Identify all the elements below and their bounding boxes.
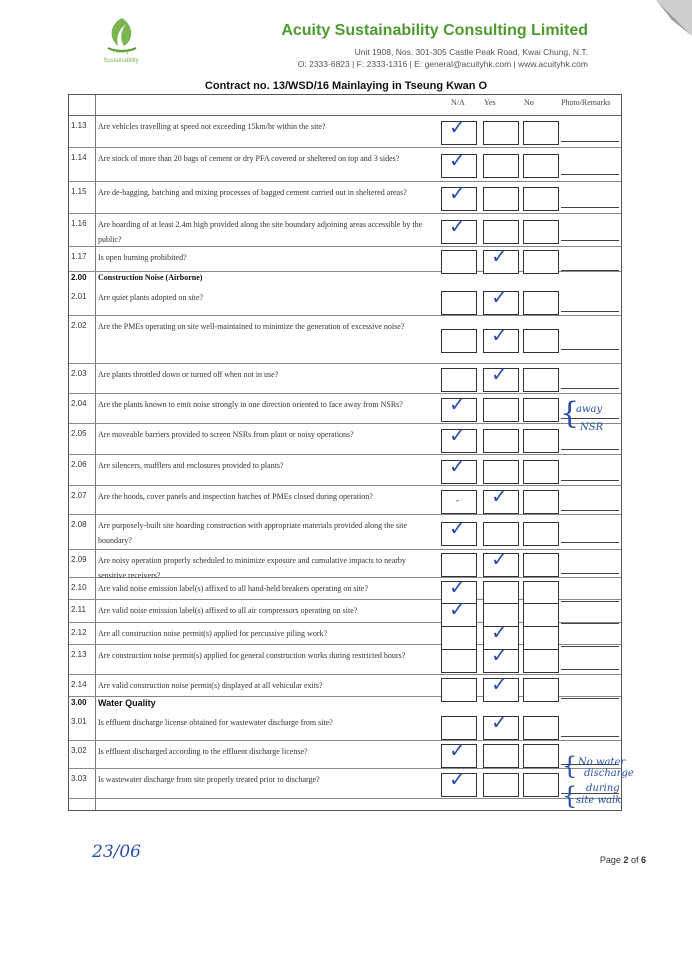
remarks-line (561, 736, 619, 737)
page-total: 6 (640, 855, 646, 865)
check-mark-icon: ✓ (449, 214, 466, 238)
table-row (69, 768, 621, 799)
table-row (69, 423, 621, 455)
table-row (69, 674, 621, 697)
table-row (69, 115, 621, 148)
item-number: 1.17 (71, 252, 87, 261)
page-number: 2 (623, 855, 629, 865)
item-number: 2.14 (71, 680, 87, 689)
no-checkbox[interactable] (523, 220, 559, 244)
page-curl-icon (642, 0, 692, 50)
na-dash-mark: - (456, 495, 459, 505)
table-row (69, 213, 621, 247)
remarks-line (561, 573, 619, 574)
table-row (69, 181, 621, 214)
question-text: Are noisy operation properly scheduled to minimize exposure and cumulative impacts to nearby sensitive receivers? (98, 556, 406, 580)
question-text: Is open burning prohibited? (98, 253, 187, 262)
remark-brace-3: { (562, 782, 578, 810)
remarks-line (561, 669, 619, 670)
question-text: Are valid noise emission label(s) affixed to all air compressors operating on site? (98, 606, 358, 615)
no-checkbox[interactable] (523, 716, 559, 740)
remarks-line (561, 388, 619, 389)
remarks-line (561, 542, 619, 543)
question-text: Are silencers, mufflers and enclosures provided to plants? (98, 461, 284, 470)
item-number: 2.07 (71, 491, 87, 500)
check-mark-icon: ✓ (491, 620, 508, 644)
question-text: Are vehicles travelling at speed not exceeding 15km/hr within the site? (98, 122, 326, 131)
na-checkbox[interactable] (441, 716, 477, 740)
table-row (69, 740, 621, 769)
na-checkbox[interactable] (441, 490, 477, 514)
no-checkbox[interactable] (523, 744, 559, 768)
table-row (69, 147, 621, 182)
question-text: Are purposely-built site hoarding construction with appropriate materials provided along the site boundary? (98, 521, 408, 545)
page-indicator (600, 855, 646, 865)
na-checkbox[interactable] (441, 553, 477, 577)
check-mark-icon: ✓ (491, 710, 508, 734)
question-text: Are stock of more than 20 bags of cement or dry PFA covered or sheltered on top and 3 sides? (98, 154, 400, 163)
question-text: Are valid noise emission label(s) affixed to all hand-held breakers operating on site? (98, 584, 368, 593)
no-checkbox[interactable] (523, 398, 559, 422)
yes-checkbox[interactable] (483, 398, 519, 422)
company-name: Acuity Sustainability Consulting Limited (281, 22, 588, 39)
section-title: Construction Noise (Airborne) (98, 273, 203, 282)
no-checkbox[interactable] (523, 773, 559, 797)
table-row (69, 246, 621, 272)
item-number: 2.06 (71, 460, 87, 469)
table-row (69, 485, 621, 515)
item-number: 2.03 (71, 369, 87, 378)
item-number: 1.15 (71, 187, 87, 196)
item-number: 2.04 (71, 399, 87, 408)
na-checkbox[interactable] (441, 329, 477, 353)
page-of-label: of (630, 855, 639, 865)
question-text: Are the hoods, cover panels and inspection hatches of PMEs closed during operation? (98, 492, 373, 501)
yes-checkbox[interactable] (483, 429, 519, 453)
check-mark-icon: ✓ (491, 484, 508, 508)
check-mark-icon: ✓ (491, 323, 508, 347)
item-number: 2.09 (71, 555, 87, 564)
no-checkbox[interactable] (523, 121, 559, 145)
table-row (69, 315, 621, 364)
col-header-yes: Yes (484, 98, 496, 107)
question-text: Are hoarding of at least 2.4m high provided along the site boundary adjoining areas accessible by the public? (98, 220, 423, 244)
logo-text-acuity: Acuity (112, 49, 130, 55)
remark-during: during (586, 783, 620, 794)
yes-checkbox[interactable] (483, 773, 519, 797)
table-row (69, 644, 621, 675)
question-text: Is effluent discharged according to the effluent discharge license? (98, 747, 308, 756)
remarks-line (561, 510, 619, 511)
checklist-table (68, 94, 622, 811)
table-row (69, 622, 621, 645)
page-label: Page (599, 855, 621, 865)
check-mark-icon: ✓ (449, 454, 466, 478)
item-number: 2.01 (71, 292, 87, 301)
yes-checkbox[interactable] (483, 460, 519, 484)
table-row (69, 454, 621, 486)
check-mark-icon: ✓ (449, 575, 466, 599)
logo-caption (98, 48, 144, 66)
remark-no-water: No water (578, 757, 626, 768)
table-row (69, 599, 621, 623)
remark-nsr: NSR (580, 422, 604, 433)
remarks-line (561, 174, 619, 175)
table-header-row (69, 95, 621, 116)
item-number: 2.12 (71, 628, 87, 637)
check-mark-icon: ✓ (449, 423, 466, 447)
question-text: Is effluent discharge license obtained for wastewater discharge from site? (98, 718, 333, 727)
item-number: 2.13 (71, 650, 87, 659)
company-address: Unit 1908, Nos. 301-305 Castle Peak Road, Kwai Chung, N.T. (354, 47, 588, 57)
item-number: 2.02 (71, 321, 87, 330)
no-checkbox[interactable] (523, 368, 559, 392)
no-checkbox[interactable] (523, 553, 559, 577)
no-checkbox[interactable] (523, 154, 559, 178)
table-row (69, 286, 621, 316)
no-checkbox[interactable] (523, 429, 559, 453)
item-number: 2.08 (71, 520, 87, 529)
check-mark-icon: ✓ (491, 547, 508, 571)
item-number: 2.00 (71, 273, 87, 282)
na-checkbox[interactable] (441, 368, 477, 392)
question-text: Are quiet plants adopted on site? (98, 293, 204, 302)
table-row (69, 577, 621, 600)
yes-checkbox[interactable] (483, 187, 519, 211)
check-mark-icon: ✓ (449, 181, 466, 205)
na-checkbox[interactable] (441, 649, 477, 673)
item-number: 3.01 (71, 717, 87, 726)
question-text: Are plants throttled down or turned off when not in use? (98, 370, 279, 379)
table-row (69, 514, 621, 550)
company-contact: O: 2333-6823 | F: 2333-1316 | E: general@acuityhk.com | www.acuityhk.com (297, 59, 588, 69)
item-number: 2.05 (71, 429, 87, 438)
question-text: Are valid construction noise permit(s) displayed at all vehicular exits? (98, 681, 323, 690)
remarks-line (561, 349, 619, 350)
check-mark-icon: ✓ (491, 244, 508, 268)
no-checkbox[interactable] (523, 522, 559, 546)
check-mark-icon: ✓ (449, 115, 466, 139)
no-checkbox[interactable] (523, 490, 559, 514)
remarks-line (561, 240, 619, 241)
question-text: Are all construction noise permit(s) applied for percussive piling work? (98, 629, 328, 638)
item-number: 3.02 (71, 746, 87, 755)
remarks-line (561, 141, 619, 142)
remark-brace-1: { (560, 396, 580, 431)
question-text: Are the PMEs operating on site well-maintained to minimize the generation of excessive noise? (98, 322, 405, 331)
question-text: Are the plants known to emit noise strongly in one direction oriented to face away from NSRs? (98, 400, 403, 409)
handwritten-date: 23/06 (92, 842, 141, 862)
remarks-line (561, 480, 619, 481)
check-mark-icon: ✓ (491, 643, 508, 667)
section-title: Water Quality (98, 698, 156, 708)
check-mark-icon: ✓ (449, 597, 466, 621)
col-header-na: N/A (451, 98, 465, 107)
check-mark-icon: ✓ (449, 148, 466, 172)
table-row (69, 393, 621, 424)
item-number: 2.11 (71, 605, 86, 614)
section-header-row (69, 271, 621, 286)
check-mark-icon: ✓ (449, 738, 466, 762)
check-mark-icon: ✓ (449, 392, 466, 416)
question-text: Are de-bagging, batching and mixing processes of bagged cement carried out in sheltered areas? (98, 188, 407, 197)
item-number: 3.00 (71, 698, 87, 707)
na-checkbox[interactable] (441, 291, 477, 315)
item-number: 1.14 (71, 153, 87, 162)
item-number: 2.10 (71, 583, 87, 592)
remark-brace-2: { (562, 752, 578, 780)
item-number: 3.03 (71, 774, 87, 783)
check-mark-icon: ✓ (449, 516, 466, 540)
remarks-line (561, 207, 619, 208)
no-checkbox[interactable] (523, 649, 559, 673)
remarks-line (561, 449, 619, 450)
question-text: Is wastewater discharge from site properly treated prior to discharge? (98, 775, 320, 784)
col-header-remarks: Photo/Remarks (561, 98, 611, 107)
remark-discharge: discharge (584, 768, 634, 779)
check-mark-icon: ✓ (491, 362, 508, 386)
yes-checkbox[interactable] (483, 121, 519, 145)
yes-checkbox[interactable] (483, 744, 519, 768)
item-number: 1.13 (71, 121, 87, 130)
company-address-block (298, 46, 588, 70)
table-row (69, 549, 621, 578)
yes-checkbox[interactable] (483, 154, 519, 178)
no-checkbox[interactable] (523, 329, 559, 353)
remark-site-walk: site walk (576, 795, 622, 806)
remark-away: away (576, 404, 603, 415)
no-checkbox[interactable] (523, 187, 559, 211)
remarks-line (561, 311, 619, 312)
no-checkbox[interactable] (523, 291, 559, 315)
check-mark-icon: ✓ (449, 767, 466, 791)
yes-checkbox[interactable] (483, 220, 519, 244)
section-header-row (69, 696, 621, 711)
question-text: Are moveable barriers provided to screen NSRs from plant or noisy operations? (98, 430, 354, 439)
check-mark-icon: ✓ (491, 672, 508, 696)
question-text: Are construction noise permit(s) applied for general construction works during restricted hours? (98, 651, 406, 660)
table-row (69, 363, 621, 394)
logo-text-sustainability: Sustainability (103, 58, 139, 64)
col-header-no: No (524, 98, 534, 107)
item-number: 1.16 (71, 219, 87, 228)
table-row (69, 711, 621, 741)
yes-checkbox[interactable] (483, 522, 519, 546)
no-checkbox[interactable] (523, 460, 559, 484)
check-mark-icon: ✓ (491, 285, 508, 309)
contract-title: Contract no. 13/WSD/16 Mainlaying in Tseung Kwan O (204, 80, 488, 92)
